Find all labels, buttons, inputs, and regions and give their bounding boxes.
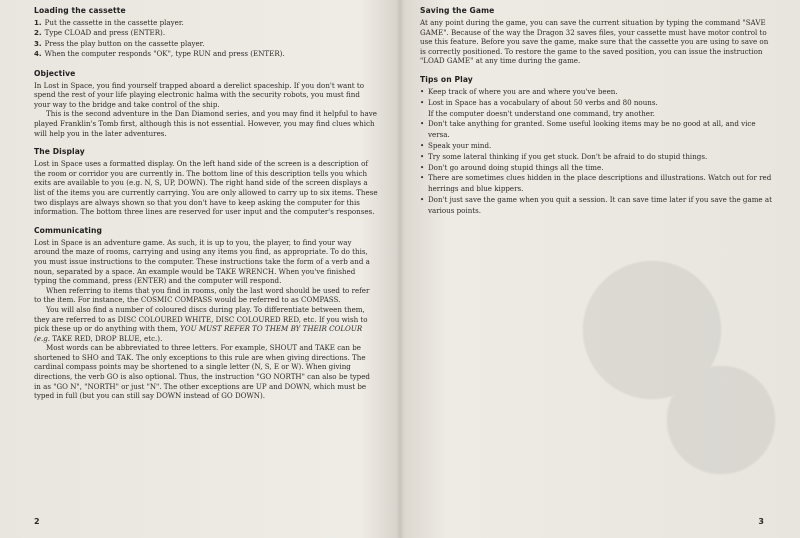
tip-item: • Speak your mind. [420, 141, 772, 152]
loading-steps [34, 18, 378, 60]
loading-step: 4. When the computer responds "OK", type RUN and press (ENTER). [34, 49, 285, 59]
tip-item: • Keep track of where you are and where you've been. [420, 87, 772, 98]
display-heading: The Display [34, 147, 85, 157]
display-paragraph: Lost in Space uses a formatted display. On the left hand side of the screen is a description of the room or corridor you are currently in. The bottom line of this description tells you which exits are available to you (e.g. N, S, UP, DOWN). The right hand side of the screen displays a list of the items you are currently carrying. You are only allowed to carry up to six items. These two displays are always shown so that you don't have to keep asking the computer for this information. The bottom three lines are reserved for user input and the computer's responses. [34, 159, 378, 217]
communicating-paragraph: Most words can be abbreviated to three letters. For example, SHOUT and TAKE can be shortened to SHO and TAK. The only exceptions to this rule are when giving directions. The cardinal compass points may be shortened to a single letter (N, S, E or W). When giving directions, the verb GO is also optional. Thus, the instruction "GO NORTH" can also be typed in as "GO N", "NORTH" or just "N". The other exceptions are UP and DOWN, which must be typed in full (but you can still say DOWN instead of GO DOWN). [34, 343, 370, 401]
tips-list [420, 87, 772, 217]
tips-heading: Tips on Play [420, 74, 473, 84]
loading-step: 3. Press the play button on the cassette player. [34, 38, 205, 48]
communicating-paragraph: Lost in Space is an adventure game. As such, it is up to you, the player, to find your way around the maze of rooms, carrying and using any items you find, as appropriate. To do this, you must issue instructions to the computer. These instructions take the form of a verb and a noun, separated by a space. An example would be TAKE WRENCH. When you've finished typing the command, press (ENTER) and the computer will respond. [34, 237, 370, 286]
tip-item: • Lost in Space has a vocabulary of about 50 verbs and 80 nouns. [420, 98, 772, 109]
saving-paragraph: At any point during the game, you can save the current situation by typing the command "SAVE GAME". Because of the way the Dragon 32 saves files, your cassette must have motor control to use this feature. Before you save the game, make sure that the cassette you are using to save on is correctly positioned. To restore the game to the saved position, you can issue the instruction "LOAD GAME" at any time during the game. [420, 18, 769, 66]
tip-item: • Try some lateral thinking if you get stuck. Don't be afraid to do stupid things. [420, 152, 772, 163]
tip-item: • There are sometimes clues hidden in the place descriptions and illustrations. Watch out for red herrings and blue kippers. [420, 173, 772, 195]
colour-rule-emphasis: YOU MUST REFER TO THEM BY THEIR COLOUR (e.g. [34, 324, 363, 343]
saving-heading: Saving the Game [420, 6, 495, 15]
tip-item: • Don't take anything for granted. Some useful looking items may be no good at all, and vice versa. [420, 119, 772, 141]
loading-heading: Loading the cassette [34, 6, 126, 15]
loading-step: 1. Put the cassette in the cassette player. [34, 18, 184, 27]
page-number: 2 [34, 517, 40, 526]
objective-heading: Objective [34, 68, 76, 78]
loading-section [34, 6, 378, 60]
tips-section [420, 75, 772, 217]
loading-step: 2. Type CLOAD and press (ENTER). [34, 28, 166, 38]
tip-item: • Don't just save the game when you quit a session. It can save time later if you save the game at various points. [420, 195, 772, 217]
objective-section [34, 69, 378, 139]
saving-section [420, 6, 772, 66]
tip-item: • Don't go around doing stupid things all the time. [420, 163, 772, 174]
objective-paragraph: This is the second adventure in the Dan Diamond series, and you may find it helpful to have played Franklin's Tomb first, although this is not essential. However, you may find clues which will help you in the later adventures. [34, 109, 377, 138]
page-number: 3 [758, 517, 764, 526]
communicating-paragraph: You will also find a number of coloured discs during play. To differentiate between them, they are referred to as DISC COLOURED WHITE, DISC COLOURED RED, etc. If you wish to pick these up or do anything with them, YOU MUST REFER TO THEM BY THEIR COLOUR (e.g. TAKE RED, DROP BLUE, etc.). [34, 304, 368, 343]
communicating-paragraph: When referring to items that you find in rooms, only the last word should be used to refer to the item. For instance, the COSMIC COMPASS would be referred to as COMPASS. [34, 285, 370, 305]
communicating-section [34, 226, 378, 401]
objective-paragraph: In Lost in Space, you find yourself trapped aboard a derelict spaceship. If you don't want to spend the rest of your life playing electronic halma with the security robots, you must find your way to the bridge and take control of the ship. [34, 80, 365, 109]
right-page [400, 0, 800, 538]
communicating-heading: Communicating [34, 225, 103, 235]
display-section [34, 147, 378, 217]
tip-item: If the computer doesn't understand one command, try another. [428, 108, 655, 118]
